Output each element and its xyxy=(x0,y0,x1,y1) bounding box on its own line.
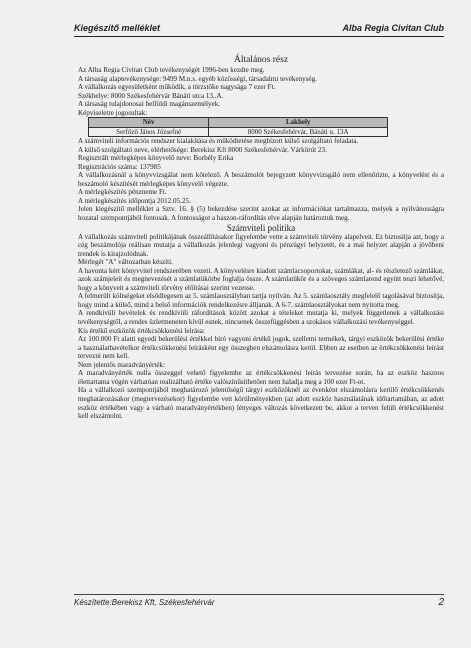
body-paragraph: A rendkívüli bevételek és rendkívüli ráfordítások között azokat a tételeket mutatja ki, melyek függetlenek a vállalkozási tevékenységtől, a rendes üzletmeneten kívül esnek, nincsenek összefüggésben a szokásos vállalkozási tevékenységgel. xyxy=(78,309,444,327)
body-paragraph: A vállalkozásnál a könyvvizsgálat nem kötelező. A beszámolót bejegyzett könyvvizsgáló nem ellenőrizte, a könyvelést és a beszámoló készítését mérlegképes könyvelő végezte. xyxy=(78,171,444,188)
body-line: Mérlegét "A" változatban készíti. xyxy=(78,258,173,267)
page-header xyxy=(74,22,444,37)
body-line: A mérlegkészítés időpontja 2012.05.25. xyxy=(78,196,191,205)
section-title-general: Általános rész xyxy=(233,55,289,65)
body-paragraph: A felmerült költségeket elsődlegesen az 5. számlaosztályban tartja nyilván. Az 5. számlaosztály megfelelő tagolásával biztosítja, hogy mind a külső, mind a belső információk rendelkezésre álljanak. A 6-7. számlaosztályokat nem nyitotta meg. xyxy=(78,292,444,309)
table-row xyxy=(89,127,388,136)
footer-prepared-by: Készítette:Berekisz Kft, Székesfehérvár xyxy=(74,598,215,607)
section-title-accounting-policy: Számviteli politika xyxy=(226,222,296,233)
document-body xyxy=(78,55,444,421)
page-number: 2 xyxy=(438,597,444,608)
body-line: Nem jelentős maradványérték: xyxy=(78,360,166,369)
body-line: Székhelye: 8000 Székesfehérvár Bánáti utca 13..A. xyxy=(78,91,224,100)
body-line: A társaság tulajdonosai belföldi magánszemélyek. xyxy=(78,100,221,109)
header-right-title: Alba Regia Civitan Club xyxy=(342,23,444,33)
body-line: Kis értékű eszközök értékcsökkenési leírása: xyxy=(78,326,205,335)
body-line: A társaság alaptevékenysége: 9499 M.n.s. egyéb közösségi, társadalmi tevékenység. xyxy=(78,74,317,83)
body-line: Regisztrált mérlegképes könyvelő neve: Borbély Erika xyxy=(78,154,234,163)
body-paragraph: A havonta kért könyvvitel rendszerében vezeti. A könyvelésre kiadott számlacsoportokat, számlákat, al- és részletező számlákat, azok számjeleit és megnevezését a számlatükörbe foglalja össze. A számlatükör és a szöveges számlarend együtt teszi lehetővé, hogy a könyveit a számviteli törvény előírásai szerint vezesse. xyxy=(78,266,444,292)
page-footer xyxy=(74,594,444,609)
body-line: A vállalkozás egyesületként működik, a törzstőke nagysága 7 ezer Ft. xyxy=(78,83,276,92)
body-line: A külső szolgáltató neve, elérhetősége: Berekisz Kft 8000 Székesfehérvár, Várkörút 23. xyxy=(78,145,327,154)
body-line: Az Alba Regia Civitan Club tevékenységét 1996-ben kezdte meg. xyxy=(78,66,265,74)
body-line: Képviseletre jogosultak: xyxy=(78,108,148,117)
body-line: A mérlegkészítés pénzneme Ft. xyxy=(78,188,167,197)
column-header-address: Lakhely xyxy=(209,118,388,127)
representatives-table xyxy=(88,117,388,137)
cell-name: Serfőző János Józsefné xyxy=(89,127,209,136)
body-paragraph: Az 100.000 Ft alatti egyedi bekerülési értékkel bíró vagyoni értékű jogok, szellemi termékek, tárgyi eszközök bekerülési értéke a használatbavételkor értékcsökkenési leírásként egy összegben elszámolásra kerül. Ebben az esetben az értékcsökkenési leírást tervezni nem kell. xyxy=(78,335,444,361)
body-paragraph: Jelen kiegészítő melléklet a Sztv. 16. § (5) bekezdése szerint azokat az információkat tartalmazza, melyek a nyilvánosságra hozatal szempontjából fontosak. A fontosságot a haszon-ráfordítás elve alapján határoztuk meg. xyxy=(78,205,444,223)
column-header-name: Név xyxy=(89,118,209,127)
body-line: Regisztrációs száma: 137985 xyxy=(78,162,161,171)
table-header-row xyxy=(89,118,388,127)
body-paragraph: A maradványérték nulla összeggel vehető figyelembe az értékcsökkenési leírás tervezése során, ha az eszköz hasznos élettartama végén várhatóan realizálható értéke valószínűsíthetően nem haladja meg a 100 ezer Ft-ot. xyxy=(78,369,444,386)
body-line: A számviteli információs rendszer kialakítása és működtetése megbízott külső szolgáltató feladata. xyxy=(78,137,359,146)
body-paragraph: Ha a vállalkozó szempontjából meghatározó jelentőségű tárgyi eszközöknél az évenként elszámolásra kerülő értékcsökkenés meghatározásakor (megtervezésekor) figyelembe vett körülményekben (az adott eszköz használatának időtartamában, az adott eszköz értékében vagy a várható maradványértékben) lényeges változás következett be, akkor a terven felüli értékcsökkenést kell elszámolni. xyxy=(78,386,444,421)
cell-address: 8000 Székesfehérvár, Bánáti u. 13A xyxy=(209,127,388,136)
header-left-title: Kiegészítő melléklet xyxy=(74,23,161,33)
body-paragraph: A vállalkozás számviteli politikájának összeállításakor figyelembe vette a számviteli törvény alapelveit. Ez biztosítja azt, hogy a cég beszámolója reálisan mutatja a vállalkozás jelenlegi vagyoni és pénzügyi helyzetét, és a mai helyzet alapján a jövőbeni trendek is kirajzolódnak. xyxy=(78,232,444,258)
